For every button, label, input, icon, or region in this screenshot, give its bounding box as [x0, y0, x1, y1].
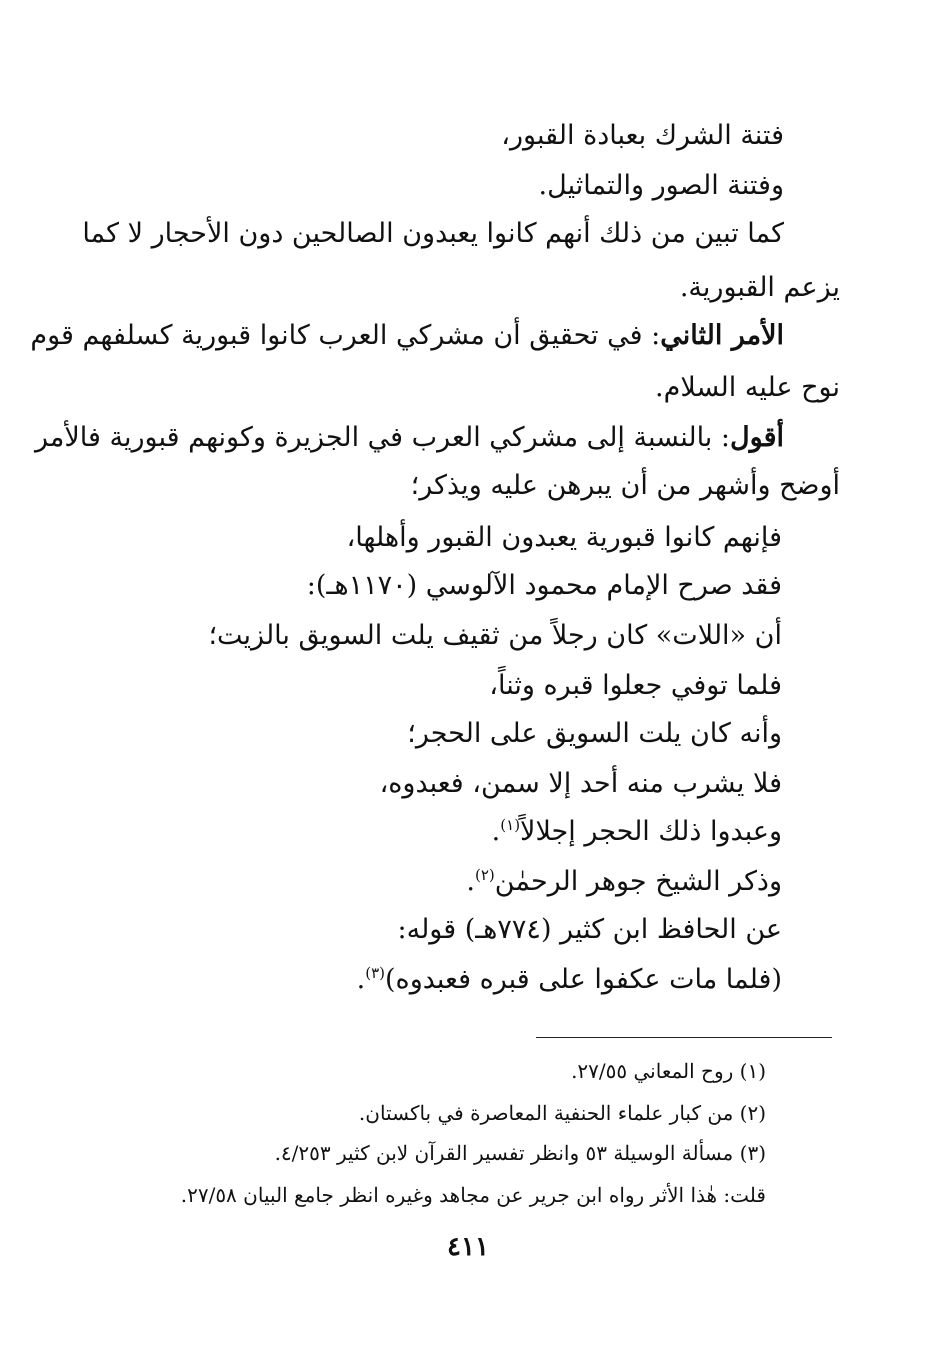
body-line-10: فقد صرح الإمام محمود الآلوسي (١١٧٠هـ): [306, 570, 782, 601]
aqulu-heading: أقول [730, 422, 784, 453]
body-line-17: عن الحافظ ابن كثير (٧٧٤هـ) قوله: [397, 914, 782, 945]
body-line-7 [35, 414, 784, 462]
body-line-2: وفتنة الصور والتماثيل. [538, 170, 784, 201]
footnote-3: (٣) مسألة الوسيلة ٥٣ وانظر تفسير القرآن لابن كثير ٤/٢٥٣. [274, 1141, 766, 1165]
body-line-6: نوح عليه السلام. [655, 372, 840, 403]
footnote-1: (١) روح المعاني ٢٧/٥٥. [571, 1059, 766, 1083]
footnote-2: (٢) من كبار علماء الحنفية المعاصرة في باكستان. [358, 1101, 766, 1125]
body-line-4: يزعم القبورية. [679, 272, 840, 303]
body-line-8: أوضح وأشهر من أن يبرهن عليه ويذكر؛ [410, 470, 840, 501]
body-line-14: فلا يشرب منه أحد إلا سمن، فعبدوه، [379, 768, 782, 799]
footnote-ref-3: (٣) [365, 964, 386, 982]
body-line-12: فلما توفي جعلوا قبره وثناً، [489, 670, 782, 701]
body-line-13: وأنه كان يلت السويق على الحجر؛ [407, 718, 782, 749]
page-number: ٤١١ [447, 1232, 489, 1262]
matter-two-text: : في تحقيق أن مشركي العرب كانوا قبورية كسلفهم قوم [30, 320, 661, 351]
line-15-end: . [491, 816, 501, 847]
footnote-3-note: قلت: هٰذا الأثر رواه ابن جرير عن مجاهد وغيره انظر جامع البيان ٢٧/٥٨. [180, 1183, 766, 1207]
body-line-18 [357, 956, 782, 1004]
footnote-separator [536, 1037, 832, 1038]
body-line-5 [30, 312, 784, 360]
line-16-end: . [466, 866, 475, 897]
body-line-1: فتنة الشرك بعبادة القبور، [501, 120, 784, 151]
footnote-ref-1: (١) [500, 816, 521, 834]
body-line-3: كما تبين من ذلك أنهم كانوا يعبدون الصالحين دون الأحجار لا كما [82, 218, 784, 249]
body-line-16 [466, 858, 782, 906]
matter-two-heading: الأمر الثاني [660, 320, 784, 351]
line-15-text: وعبدوا ذلك الحجر إجلالاً [520, 816, 782, 847]
line-18-text: (فلما مات عكفوا على قبره فعبدوه) [385, 964, 782, 995]
line-18-end: . [356, 964, 366, 995]
line-16-text: وذكر الشيخ جوهر الرحمٰن [494, 866, 782, 897]
body-line-11: أن «اللات» كان رجلاً من ثقيف يلت السويق بالزيت؛ [208, 620, 782, 651]
footnote-ref-2: (٢) [475, 866, 495, 884]
body-line-9: فإنهم كانوا قبورية يعبدون القبور وأهلها، [346, 522, 782, 553]
aqulu-text: : بالنسبة إلى مشركي العرب في الجزيرة وكونهم قبورية فالأمر [35, 422, 731, 453]
body-line-15 [492, 808, 782, 856]
